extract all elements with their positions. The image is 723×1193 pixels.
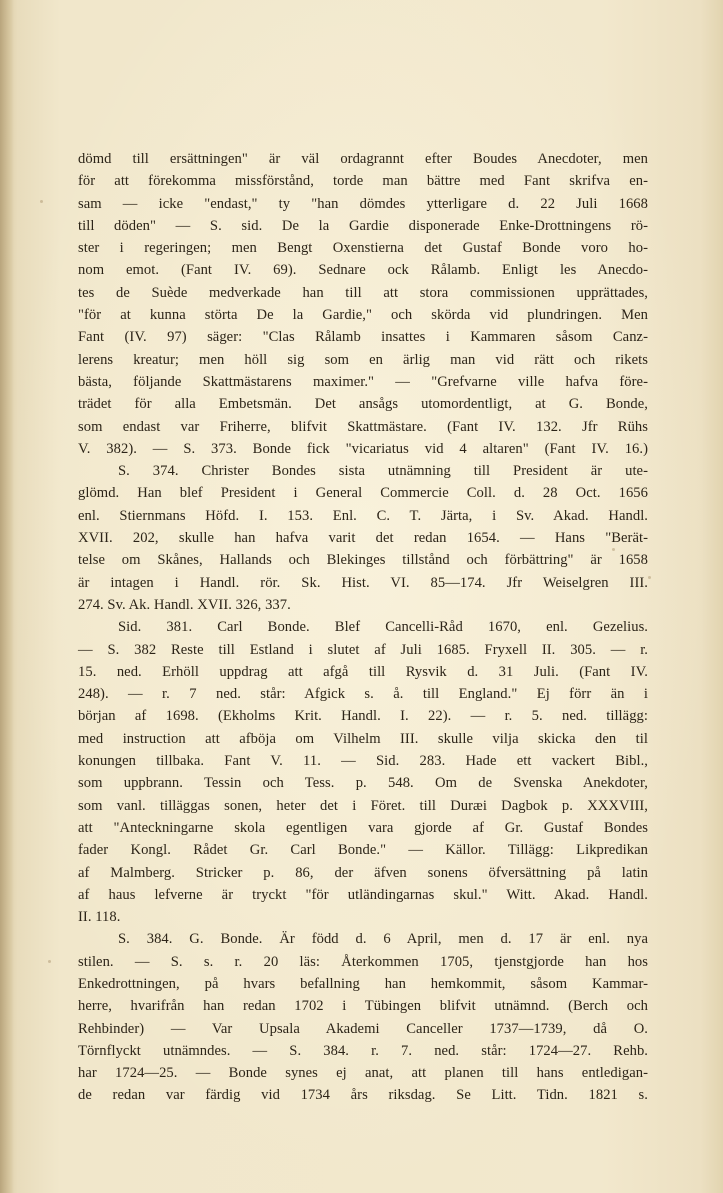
text-line: ster i regeringen; men Bengt Oxenstierna det Gustaf Bonde voro ho- bbox=[78, 240, 648, 257]
text-line: som endast var Friherre, blifvit Skattmästare. (Fant IV. 132. Jfr Rühs bbox=[78, 418, 648, 435]
paper-speck bbox=[648, 576, 651, 579]
text-line: sam — icke "endast," ty "han dömdes ytterligare d. 22 Juli 1668 bbox=[78, 195, 648, 212]
text-line: konungen tillbaka. Fant V. 11. — Sid. 283. Hade ett vackert Bibl., bbox=[78, 753, 648, 770]
text-line: Rehbinder) — Var Upsala Akademi Canceller 1737—1739, då O. bbox=[78, 1020, 648, 1037]
paper-speck bbox=[48, 960, 51, 963]
text-line: bästa, följande Skattmästarens maximer." — "Grefvarne ville hafva före- bbox=[78, 373, 648, 390]
text-line: som vanl. tilläggas sonen, heter det i Föret. till Duræi Dagbok p. XXXVIII, bbox=[78, 797, 648, 814]
text-line: att "Anteckningarne skola egentligen vara gjorde af Gr. Gustaf Bondes bbox=[78, 819, 648, 836]
text-line: stilen. — S. s. r. 20 läs: Återkommen 1705, tjenstgjorde han hos bbox=[78, 953, 648, 970]
paragraph-end-line: 274. Sv. Ak. Handl. XVII. 326, 337. bbox=[78, 596, 291, 613]
text-line: telse om Skånes, Hallands och Blekinges tillstånd och förbättring" är 1658 bbox=[78, 552, 648, 569]
text-line: dömd till ersättningen" är väl ordagrannt efter Boudes Anecdoter, men bbox=[78, 151, 648, 167]
page-binding-edge bbox=[0, 0, 14, 1193]
section-start-line: S. 384. G. Bonde. Är född d. 6 April, men d. 17 är enl. nya bbox=[118, 931, 648, 948]
text-line: nom emot. (Fant IV. 69). Sednare ock Rålamb. Enligt les Anecdo- bbox=[78, 262, 648, 279]
text-line: XVII. 202, skulle han hafva varit det redan 1654. — Hans "Berät- bbox=[78, 530, 648, 547]
text-line: 15. ned. Erhöll uppdrag att afgå till Rysvik d. 31 Juli. (Fant IV. bbox=[78, 663, 648, 680]
text-line: V. 382). — S. 373. Bonde fick "vicariatus vid 4 altaren" (Fant IV. 16.) bbox=[78, 440, 648, 457]
text-line: 248). — r. 7 ned. står: Afgick s. å. till England." Ej förr än i bbox=[78, 686, 648, 703]
body-text bbox=[78, 148, 648, 1107]
text-line: af Malmberg. Stricker p. 86, der äfven sonens öfversättning på latin bbox=[78, 864, 648, 881]
text-line: — S. 382 Reste till Estland i slutet af Juli 1685. Fryxell II. 305. — r. bbox=[78, 641, 648, 658]
text-line: som uppbrann. Tessin och Tess. p. 548. Om de Svenska Anekdoter, bbox=[78, 775, 648, 792]
text-line: har 1724—25. — Bonde synes ej anat, att planen till hans entledigan- bbox=[78, 1065, 648, 1082]
text-line: Törnflyckt utnämndes. — S. 384. r. 7. ned. står: 1724—27. Rehb. bbox=[78, 1042, 648, 1059]
text-line: glömd. Han blef President i General Commercie Coll. d. 28 Oct. 1656 bbox=[78, 485, 648, 502]
text-line: lerens kreatur; men höll sig som en ärlig man vid rätt och rikets bbox=[78, 351, 648, 368]
text-line: de redan var färdig vid 1734 års riksdag. Se Litt. Tidn. 1821 s. bbox=[78, 1087, 648, 1104]
text-line: "för at kunna störta De la Gardie," och skörda vid plundringen. Men bbox=[78, 307, 648, 324]
paper-speck bbox=[40, 200, 43, 203]
text-line: herre, hvarifrån han redan 1702 i Tübingen blifvit utnämnd. (Berch och bbox=[78, 998, 648, 1015]
text-line: början af 1698. (Ekholms Krit. Handl. I. 22). — r. 5. ned. tillägg: bbox=[78, 708, 648, 725]
section-start-line: S. 374. Christer Bondes sista utnämning till President är ute- bbox=[118, 463, 648, 480]
text-line: fader Kongl. Rådet Gr. Carl Bonde." — Källor. Tillägg: Likpredikan bbox=[78, 842, 648, 859]
text-line: trädet för alla Embetsmän. Det ansågs utomordentligt, at G. Bonde, bbox=[78, 396, 648, 413]
text-line: af haus lefverne är tryckt "för utländingarnas skul." Witt. Akad. Handl. bbox=[78, 886, 648, 903]
text-line: tes de Suède medverkade han till att stora commissionen upprättades, bbox=[78, 284, 648, 301]
text-line: med instruction att afböja om Vilhelm III. skulle vilja skicka den til bbox=[78, 730, 648, 747]
text-line: är intagen i Handl. rör. Sk. Hist. VI. 85—174. Jfr Weiselgren III. bbox=[78, 574, 648, 591]
text-line: till döden" — S. sid. De la Gardie disponerade Enke-Drottningens rö- bbox=[78, 217, 648, 234]
text-line: för att förekomma missförstånd, torde man bättre med Fant skrifva en- bbox=[78, 173, 648, 190]
paragraph-end-line: II. 118. bbox=[78, 909, 121, 926]
text-line: Fant (IV. 97) säger: "Clas Rålamb insattes i Kammaren såsom Canz- bbox=[78, 329, 648, 346]
section-start-line: Sid. 381. Carl Bonde. Blef Cancelli-Råd 1670, enl. Gezelius. bbox=[118, 619, 648, 636]
text-line: enl. Stiernmans Höfd. I. 153. Enl. C. T. Järta, i Sv. Akad. Handl. bbox=[78, 507, 648, 524]
text-line: Enkedrottningen, på hvars befallning han hemkommit, såsom Kammar- bbox=[78, 975, 648, 992]
